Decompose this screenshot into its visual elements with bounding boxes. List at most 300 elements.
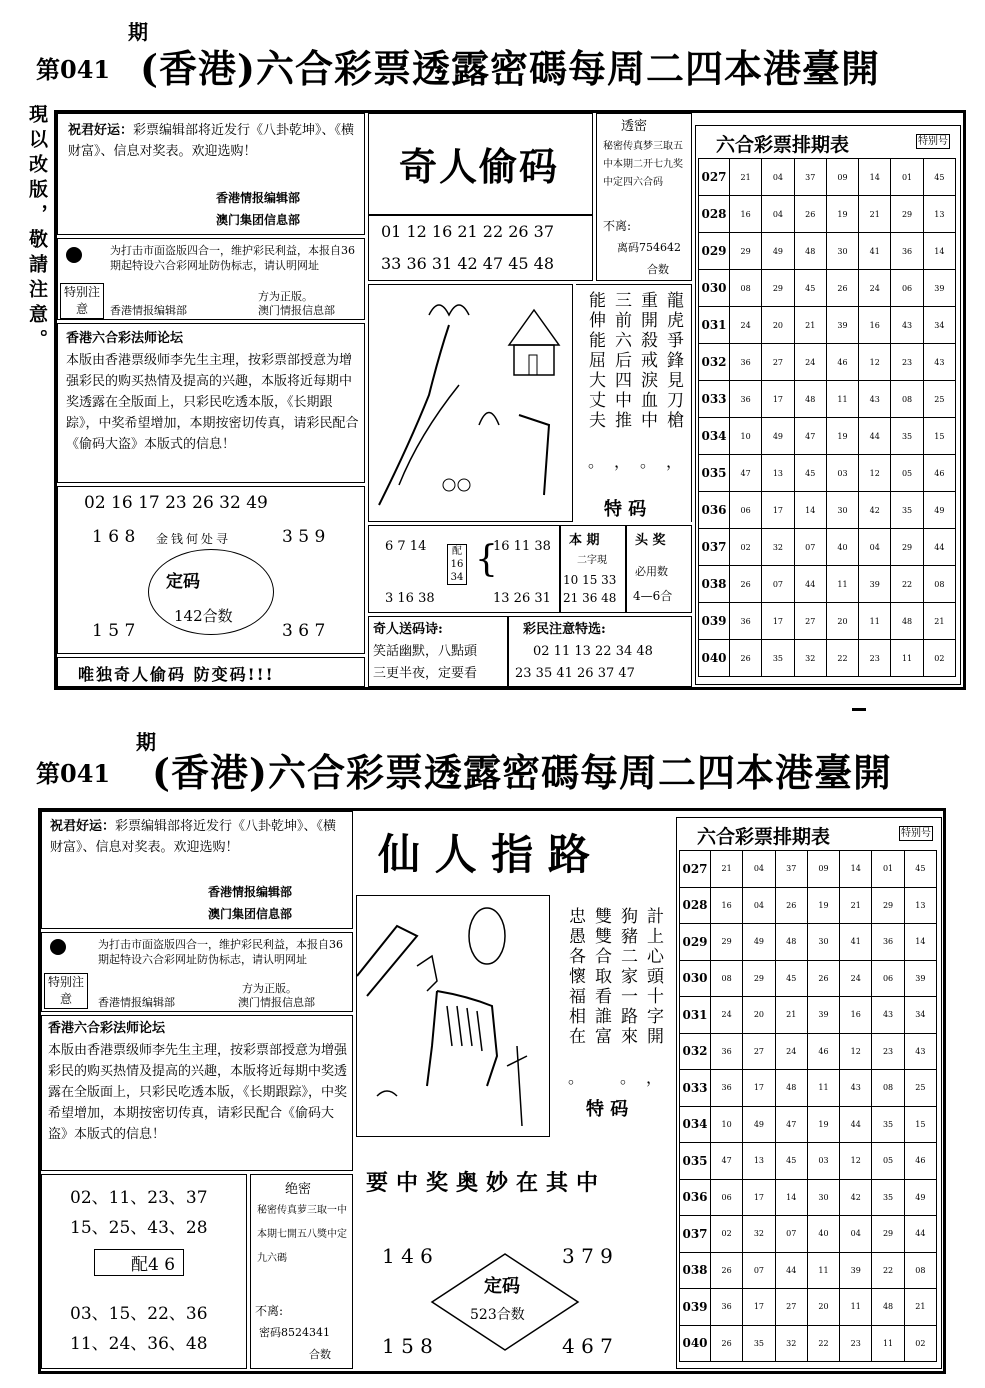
schedule-number: 04 — [762, 159, 794, 196]
schedule-issue-id: 034 — [699, 418, 730, 455]
schedule-number: 35 — [891, 492, 923, 529]
schedule-issue-id: 028 — [680, 887, 711, 924]
schedule-number: 26 — [730, 566, 762, 603]
schedule-issue-id: 035 — [680, 1143, 711, 1180]
schedule-number: 16 — [859, 307, 891, 344]
schedule-row — [699, 233, 956, 270]
schedule-number: 49 — [923, 492, 955, 529]
poem-b-col-2: 狗豬二家一路來 — [617, 907, 637, 1047]
secret-label-b: 绝密 — [285, 1182, 312, 1197]
dingma-box-top — [57, 486, 365, 654]
schedule-number: 04 — [743, 887, 775, 924]
schedule-row — [680, 1325, 937, 1362]
schedule-number: 17 — [743, 1179, 775, 1216]
schedule-issue-id: 032 — [699, 344, 730, 381]
diamond-shape — [430, 1252, 580, 1352]
notice-label: 彩民注意特选: — [523, 622, 606, 637]
schedule-number: 20 — [743, 997, 775, 1034]
schedule-issue-id: 036 — [680, 1179, 711, 1216]
schedule-row — [699, 344, 956, 381]
schedule-issue-id: 038 — [699, 566, 730, 603]
schedule-number: 20 — [826, 603, 858, 640]
schedule-number: 14 — [775, 1179, 807, 1216]
schedule-number: 14 — [840, 851, 872, 888]
footer-slogan: 唯独奇人偷码 防变码!!! — [78, 665, 275, 684]
schedule-number: 02 — [730, 529, 762, 566]
greeting-box-top — [57, 113, 365, 235]
songma-label: 奇人送码诗: — [373, 622, 443, 637]
schedule-number: 06 — [872, 960, 904, 997]
schedule-number: 47 — [794, 418, 826, 455]
schedule-row — [680, 1216, 937, 1253]
schedule-row — [699, 566, 956, 603]
pei-box-top — [368, 525, 560, 613]
schedule-number: 46 — [826, 344, 858, 381]
schedule-number: 32 — [775, 1325, 807, 1362]
schedule-number: 21 — [859, 196, 891, 233]
schedule-number: 41 — [859, 233, 891, 270]
schedule-number: 08 — [904, 1252, 936, 1289]
schedule-table-bottom — [679, 850, 937, 1362]
special-org1-b: 香港情报编辑部 — [98, 996, 175, 1009]
header-title-bottom: (香港)六合彩票透露密碼每周二四本港臺開 — [152, 750, 892, 795]
schedule-number: 43 — [840, 1070, 872, 1107]
dash-mark — [852, 708, 866, 711]
schedule-issue-id: 039 — [680, 1289, 711, 1326]
schedule-number: 05 — [872, 1143, 904, 1180]
poem-punct-1: ， — [666, 452, 683, 471]
schedule-number: 17 — [762, 492, 794, 529]
schedule-row — [680, 887, 937, 924]
title-nums-box — [368, 215, 593, 281]
schedule-number: 12 — [840, 1143, 872, 1180]
poem-punct-3: ， — [614, 452, 631, 471]
schedule-number: 49 — [904, 1179, 936, 1216]
schedule-issue-id: 031 — [680, 997, 711, 1034]
dia-tr: 3 7 9 — [562, 1244, 613, 1268]
poem-punct-2: 。 — [640, 452, 657, 471]
schedule-issue-id: 033 — [680, 1070, 711, 1107]
schedule-number: 17 — [743, 1289, 775, 1326]
schedule-number: 48 — [775, 924, 807, 961]
schedule-number: 34 — [904, 997, 936, 1034]
sched-title-top: 六合彩票排期表 — [716, 134, 850, 156]
schedule-number: 24 — [794, 344, 826, 381]
schedule-number: 04 — [840, 1216, 872, 1253]
schedule-number: 45 — [794, 455, 826, 492]
special-label: 特别注意 — [60, 283, 104, 319]
schedule-number: 36 — [730, 344, 762, 381]
issue-qi-top: 期 — [128, 20, 148, 44]
schedule-number: 35 — [872, 1179, 904, 1216]
schedule-issue-id: 035 — [699, 455, 730, 492]
arc-text: 要中奖奥妙在其中 — [366, 1170, 607, 1196]
notice-n2: 23 35 41 26 37 47 — [515, 666, 635, 681]
sketch-picture-top — [368, 284, 573, 522]
schedule-number: 17 — [762, 381, 794, 418]
dia-br: 4 6 7 — [562, 1334, 613, 1358]
brace-icon: { — [475, 539, 498, 580]
schedule-issue-id: 038 — [680, 1252, 711, 1289]
schedule-number: 13 — [762, 455, 794, 492]
poem-col-1: 龍虎爭鋒見刀槍 — [663, 291, 683, 431]
schedule-number: 10 — [730, 418, 762, 455]
schedule-issue-id: 040 — [680, 1325, 711, 1362]
songma-l2: 三更半夜，定要看 — [373, 666, 478, 681]
poem-b-punct-1: ， — [646, 1068, 663, 1087]
schedule-number: 47 — [775, 1106, 807, 1143]
notice-box — [508, 616, 692, 687]
schedule-number: 44 — [859, 418, 891, 455]
schedule-number: 25 — [904, 1070, 936, 1107]
goat-illustration — [357, 896, 549, 1136]
side-notice: 現以改版，敬請注意。 — [26, 104, 48, 354]
special-notice-bottom — [41, 932, 353, 1012]
schedule-row — [680, 924, 937, 961]
schedule-number: 15 — [904, 1106, 936, 1143]
schedule-number: 42 — [859, 492, 891, 529]
schedule-number: 23 — [859, 640, 891, 677]
schedule-row — [680, 1106, 937, 1143]
schedule-number: 29 — [730, 233, 762, 270]
schedule-number: 43 — [859, 381, 891, 418]
schedule-number: 11 — [840, 1289, 872, 1326]
schedule-number: 45 — [775, 1143, 807, 1180]
schedule-number: 24 — [711, 997, 743, 1034]
main-nums: 02 16 17 23 26 32 49 — [84, 493, 268, 513]
schedule-number: 09 — [826, 159, 858, 196]
arc-text-wrap — [366, 1150, 666, 1210]
schedule-number: 36 — [711, 1033, 743, 1070]
schedule-number: 04 — [859, 529, 891, 566]
schedule-number: 16 — [840, 997, 872, 1034]
schedule-number: 29 — [711, 924, 743, 961]
schedule-number: 07 — [762, 566, 794, 603]
schedule-number: 23 — [891, 344, 923, 381]
schedule-number: 02 — [711, 1216, 743, 1253]
circle-bl: 1 5 7 — [92, 621, 136, 641]
schedule-number: 42 — [840, 1179, 872, 1216]
buli-label: 不离: — [603, 219, 632, 233]
schedule-row — [680, 997, 937, 1034]
poem-b-punct-4: 。 — [568, 1068, 585, 1087]
schedule-number: 48 — [891, 603, 923, 640]
schedule-number: 49 — [743, 924, 775, 961]
schedule-number: 43 — [872, 997, 904, 1034]
pei-box: 配16 34 — [447, 544, 467, 585]
special-text-b: 为打击市面盗版四合一，维护彩民利益，本报自36期起特设六合彩网址防伪标志，请认明网址 — [98, 938, 343, 966]
schedule-number: 29 — [872, 887, 904, 924]
title-qiren: 奇人偷码 — [399, 144, 560, 189]
schedule-number: 26 — [711, 1325, 743, 1362]
special-org2-b: 澳门情报信息部 — [238, 996, 315, 1009]
schedule-issue-id: 028 — [699, 196, 730, 233]
schedule-number: 22 — [872, 1252, 904, 1289]
sched-title-bottom: 六合彩票排期表 — [697, 826, 831, 848]
list-box-bottom — [41, 1174, 247, 1369]
schedule-number: 21 — [711, 851, 743, 888]
schedule-number: 34 — [923, 307, 955, 344]
secret-box-bottom — [250, 1174, 353, 1369]
schedule-number: 30 — [807, 924, 839, 961]
schedule-number: 45 — [775, 960, 807, 997]
schedule-number: 07 — [775, 1216, 807, 1253]
right-nums-a: 16 11 38 — [493, 539, 551, 554]
schedule-row — [680, 1252, 937, 1289]
toujiang-val: 4—6合 — [633, 589, 673, 603]
schedule-row — [680, 851, 937, 888]
forum-title: 香港六合彩法师论坛 — [66, 331, 184, 346]
dia-tl: 1 4 6 — [382, 1244, 433, 1268]
schedule-number: 40 — [826, 529, 858, 566]
schedule-issue-id: 037 — [680, 1216, 711, 1253]
schedule-number: 36 — [891, 233, 923, 270]
schedule-issue-id: 037 — [699, 529, 730, 566]
schedule-number: 03 — [826, 455, 858, 492]
schedule-number: 20 — [807, 1289, 839, 1326]
issue-number-bottom: 第041 — [36, 759, 111, 788]
secret-box-top — [596, 113, 692, 281]
schedule-row — [680, 1070, 937, 1107]
schedule-number: 19 — [826, 418, 858, 455]
schedule-number: 04 — [743, 851, 775, 888]
schedule-table-top — [698, 158, 956, 677]
schedule-number: 11 — [872, 1325, 904, 1362]
poem-col-2: 重開殺戒淚血中 — [637, 291, 657, 431]
schedule-number: 21 — [794, 307, 826, 344]
secret-label: 透密 — [621, 119, 648, 134]
secret-text-b: 秘密传真萝三取一中本期七開五八獎中定九六碼 — [257, 1205, 347, 1264]
schedule-row — [680, 1143, 937, 1180]
schedule-row — [699, 196, 956, 233]
heshu: 合数 — [647, 263, 669, 276]
schedule-number: 44 — [840, 1106, 872, 1143]
schedule-number: 29 — [891, 529, 923, 566]
schedule-issue-id: 036 — [699, 492, 730, 529]
poem-col-3: 三前六后四中推 — [611, 291, 631, 431]
schedule-number: 43 — [891, 307, 923, 344]
benqi-n1: 10 15 33 — [563, 573, 617, 587]
schedule-row — [699, 418, 956, 455]
benqi-label: 本 期 — [569, 533, 600, 548]
schedule-row — [680, 1179, 937, 1216]
goat-picture — [356, 895, 550, 1137]
schedule-number: 27 — [794, 603, 826, 640]
left-nums-b: 3 16 38 — [385, 591, 435, 606]
org1-b: 香港情报编辑部 — [208, 885, 293, 899]
schedule-number: 27 — [743, 1033, 775, 1070]
schedule-number: 16 — [711, 887, 743, 924]
footer-box-top — [57, 657, 365, 687]
schedule-number: 14 — [794, 492, 826, 529]
schedule-number: 35 — [891, 418, 923, 455]
special-org2: 澳门情报信息部 — [258, 304, 335, 317]
org1: 香港情报编辑部 — [216, 191, 301, 205]
buli-text: 离码754642 — [617, 241, 681, 254]
title-box-top — [368, 113, 593, 215]
schedule-number: 19 — [826, 196, 858, 233]
pei-b: 配4 6 — [94, 1249, 184, 1276]
songma-box — [368, 616, 508, 687]
special-suffix-b: 方为正版。 — [242, 982, 297, 995]
greeting-label: 祝君好运： — [68, 123, 134, 138]
forum-title-b: 香港六合彩法师论坛 — [48, 1021, 166, 1036]
schedule-number: 45 — [794, 270, 826, 307]
schedule-number: 09 — [807, 851, 839, 888]
schedule-number: 24 — [859, 270, 891, 307]
schedule-number: 39 — [840, 1252, 872, 1289]
right-nums-b: 13 26 31 — [493, 591, 551, 606]
schedule-number: 02 — [904, 1325, 936, 1362]
heshu-b: 合数 — [309, 1348, 331, 1361]
special-text: 为打击市面盗版四合一，维护彩民利益，本报自36期起特设六合彩网址防伪标志，请认明网址 — [110, 244, 355, 272]
schedule-number: 44 — [794, 566, 826, 603]
list2: 15、25、43、28 — [70, 1218, 208, 1238]
schedule-number: 26 — [826, 270, 858, 307]
schedule-number: 17 — [743, 1070, 775, 1107]
schedule-number: 06 — [891, 270, 923, 307]
schedule-number: 27 — [775, 1289, 807, 1326]
schedule-box-bottom — [676, 817, 942, 1369]
schedule-number: 45 — [923, 159, 955, 196]
schedule-number: 21 — [730, 159, 762, 196]
buli-label-b: 不离: — [255, 1304, 284, 1318]
circle-tl: 1 6 8 — [92, 527, 136, 547]
schedule-number: 16 — [730, 196, 762, 233]
schedule-number: 43 — [923, 344, 955, 381]
schedule-number: 29 — [762, 270, 794, 307]
schedule-number: 12 — [859, 455, 891, 492]
circle-br: 3 6 7 — [282, 621, 326, 641]
schedule-number: 17 — [762, 603, 794, 640]
poem-box-bottom — [550, 895, 670, 1137]
schedule-number: 01 — [891, 159, 923, 196]
sched-tag-top: 特别号 — [918, 136, 948, 147]
schedule-number: 36 — [730, 381, 762, 418]
schedule-row — [699, 270, 956, 307]
poem-box-top — [576, 284, 692, 522]
tema-label-b: 特 码 — [586, 1099, 629, 1120]
schedule-number: 11 — [891, 640, 923, 677]
schedule-number: 13 — [923, 196, 955, 233]
schedule-number: 10 — [711, 1106, 743, 1143]
dia-center: 定码 — [484, 1276, 520, 1297]
list4: 11、24、36、48 — [70, 1334, 208, 1354]
benqi-box — [560, 525, 626, 613]
schedule-number: 04 — [762, 196, 794, 233]
schedule-number: 14 — [923, 233, 955, 270]
schedule-number: 41 — [840, 924, 872, 961]
schedule-number: 47 — [730, 455, 762, 492]
schedule-number: 47 — [711, 1143, 743, 1180]
schedule-row — [680, 1033, 937, 1070]
schedule-issue-id: 033 — [699, 381, 730, 418]
schedule-number: 15 — [923, 418, 955, 455]
schedule-number: 08 — [730, 270, 762, 307]
schedule-row — [699, 603, 956, 640]
forum-text-b: 本版由香港票级师李先生主理，按彩票部授意为增强彩民的购买热情及提高的兴趣，本版将近每期中奖透露在全版面上，只彩民吃透本版，《长期跟踪》，中奖希望增加，本期按密切传真，请彩民配合《偷码大盗》本版式的信息！ — [48, 1043, 348, 1142]
schedule-number: 13 — [743, 1143, 775, 1180]
schedule-number: 39 — [923, 270, 955, 307]
schedule-number: 29 — [872, 1216, 904, 1253]
title-nums1: 01 12 16 21 22 26 37 — [381, 222, 555, 241]
schedule-issue-id: 030 — [699, 270, 730, 307]
schedule-number: 30 — [826, 233, 858, 270]
greeting-text: 彩票编辑部将近发行《八卦乾坤》、《横财富》、信息对奖表。欢迎选购！ — [68, 123, 355, 159]
dia-sum: 523合数 — [470, 1307, 525, 1323]
schedule-number: 43 — [904, 1033, 936, 1070]
schedule-number: 22 — [826, 640, 858, 677]
schedule-number: 46 — [807, 1033, 839, 1070]
schedule-number: 03 — [807, 1143, 839, 1180]
schedule-number: 45 — [904, 851, 936, 888]
bomb-icon — [66, 247, 82, 263]
org2-b: 澳门集团信息部 — [208, 907, 293, 921]
sched-tag-bottom: 特别号 — [901, 828, 931, 839]
schedule-number: 35 — [872, 1106, 904, 1143]
issue-number-top: 第041 — [36, 55, 111, 84]
schedule-box-top — [695, 125, 961, 685]
schedule-number: 22 — [891, 566, 923, 603]
schedule-number: 11 — [859, 603, 891, 640]
greeting-text-b: 彩票编辑部将近发行《八卦乾坤》、《横财富》、信息对奖表。欢迎选购！ — [50, 819, 337, 855]
schedule-issue-id: 039 — [699, 603, 730, 640]
poem-b-punct-2: 。 — [620, 1068, 637, 1087]
schedule-row — [699, 381, 956, 418]
bomb-icon-b — [50, 939, 66, 955]
schedule-row — [699, 307, 956, 344]
schedule-issue-id: 029 — [680, 924, 711, 961]
schedule-number: 39 — [904, 960, 936, 997]
schedule-number: 46 — [923, 455, 955, 492]
schedule-number: 44 — [923, 529, 955, 566]
schedule-number: 20 — [762, 307, 794, 344]
title-nums2: 33 36 31 42 47 45 48 — [381, 254, 555, 273]
poem-b-col-4: 忠愚各懷福相在 — [565, 907, 585, 1047]
schedule-number: 13 — [904, 887, 936, 924]
schedule-issue-id: 030 — [680, 960, 711, 997]
schedule-number: 49 — [762, 233, 794, 270]
schedule-number: 32 — [794, 640, 826, 677]
secret-text: 秘密传真梦三取五中本期二开七九奖中定四六合码 — [603, 141, 683, 188]
schedule-number: 26 — [775, 887, 807, 924]
schedule-row — [680, 960, 937, 997]
schedule-number: 25 — [923, 381, 955, 418]
schedule-issue-id: 027 — [699, 159, 730, 196]
issue-qi-bottom: 期 — [136, 730, 156, 754]
circle-center: 定码 — [166, 572, 200, 592]
schedule-number: 26 — [807, 960, 839, 997]
schedule-number: 08 — [872, 1070, 904, 1107]
schedule-number: 11 — [807, 1070, 839, 1107]
schedule-number: 06 — [730, 492, 762, 529]
schedule-number: 48 — [872, 1289, 904, 1326]
songma-l1: 笑話幽默，八點頭 — [373, 644, 478, 659]
schedule-number: 35 — [743, 1325, 775, 1362]
schedule-number: 24 — [775, 1033, 807, 1070]
circle-arc: 金钱何处寻 — [156, 532, 232, 546]
schedule-row — [680, 1289, 937, 1326]
poem-b-col-3: 雙雙合取看誰富 — [591, 907, 611, 1047]
schedule-number: 29 — [891, 196, 923, 233]
schedule-number: 19 — [807, 887, 839, 924]
list1: 02、11、23、37 — [70, 1188, 208, 1208]
schedule-number: 19 — [807, 1106, 839, 1143]
schedule-number: 22 — [807, 1325, 839, 1362]
poem-punct-4: 。 — [588, 452, 605, 471]
org2: 澳门集团信息部 — [216, 213, 301, 227]
schedule-number: 24 — [840, 960, 872, 997]
